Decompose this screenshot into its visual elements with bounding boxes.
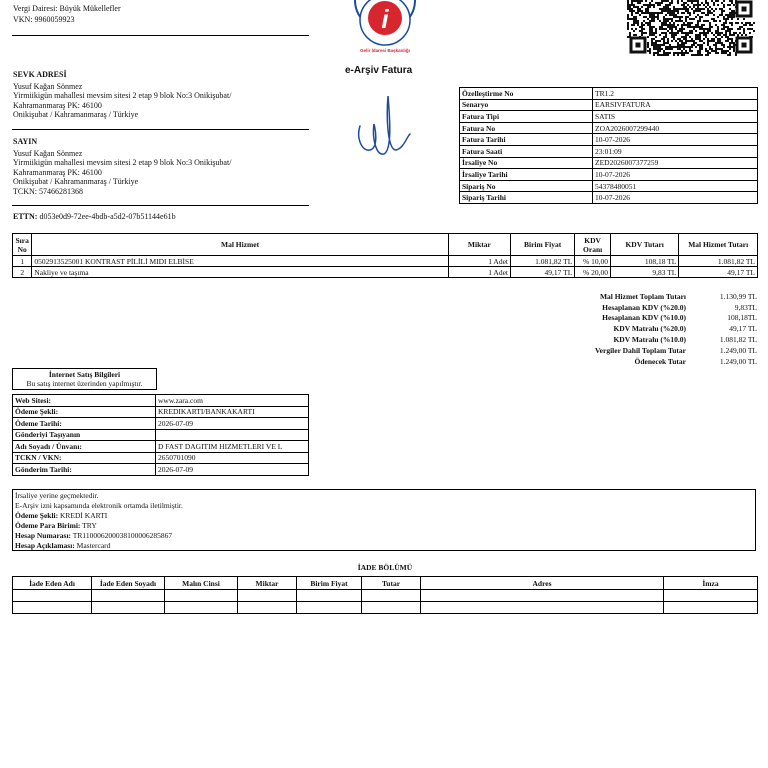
internet-sales-subtitle: Bu satış internet üzerinden yapılmıştır. (26, 379, 143, 388)
info-value: EARSIVFATURA (593, 99, 758, 111)
info-key: İrsaliye No (460, 157, 593, 169)
item-unit: 1.081,82 TL (511, 256, 575, 267)
table-row (13, 256, 758, 267)
total-label: Mal Hizmet Toplam Tutarı (599, 291, 686, 301)
info-key: Fatura Saati (460, 145, 593, 157)
internet-value: www.zara.com (156, 395, 309, 407)
items-table (12, 233, 758, 278)
items-header-row (13, 234, 758, 256)
internet-sales-table (12, 394, 309, 476)
ettn (13, 212, 176, 222)
internet-key: Web Sitesi: (13, 395, 156, 407)
return-table (12, 576, 758, 614)
internet-key: Adı Soyadı / Ünvanı: (13, 441, 156, 453)
ettn-value: d053e0d9-72ee-4bdb-a5d2-07b51144e61b (39, 212, 176, 221)
item-vat: 9,83 TL (611, 267, 679, 278)
divider (12, 205, 309, 206)
internet-value: 2026-07-09 (156, 464, 309, 476)
note-account-desc: Hesap Açıklaması: Mastercard (15, 541, 111, 550)
total-label: Vergiler Dahil Toplam Tutar (594, 345, 686, 355)
info-key: Özelleştirme No (460, 88, 593, 100)
col-header: İmza (664, 577, 758, 590)
total-label: KDV Matrahı (%20.0) (613, 324, 686, 334)
item-desc: 0502913525001 KONTRAST PİLİLİ MIDI ELBİSE (32, 256, 448, 267)
item-desc: Nakliye ve taşıma (32, 267, 448, 278)
info-value: 23:01:09 (593, 145, 758, 157)
signature-icon (352, 90, 422, 162)
buyer-address-line: Kahramanmaraş PK: 46100 (13, 167, 102, 177)
info-row (460, 134, 758, 146)
internet-value: D FAST DAGITIM HIZMETLERI VE L (156, 441, 309, 453)
col-header: Adres (421, 577, 664, 590)
internet-row (13, 406, 309, 418)
info-key: Fatura Tipi (460, 111, 593, 123)
seller-tax-office: Vergi Dairesi: Büyük Mükellefler (13, 4, 121, 13)
totals-row (540, 345, 758, 356)
totals-row (540, 334, 758, 345)
return-row (13, 602, 758, 614)
info-row (460, 111, 758, 123)
item-total: 49,17 TL (679, 267, 758, 278)
col-header: KDV Tutarı (611, 234, 679, 256)
internet-key: TCKN / VKN: (13, 452, 156, 464)
totals-row (540, 302, 758, 313)
note-line: E-Arşiv izni kapsamında elektronik ortamda iletilmiştir. (15, 501, 183, 510)
internet-row (13, 441, 309, 453)
ettn-label: ETTN: (13, 212, 38, 221)
internet-key: Gönderiyi Taşıyanın (13, 429, 156, 441)
col-header: Birim Fiyat (297, 577, 362, 590)
info-row (460, 145, 758, 157)
divider (12, 35, 309, 36)
info-key: Fatura No (460, 122, 593, 134)
buyer-tckn: TCKN: 57466281368 (13, 186, 83, 196)
buyer-name: Yusuf Kağan Sönmez (13, 148, 83, 158)
total-value: 108,18TL (727, 313, 757, 323)
internet-sales-title: İnternet Satış Bilgileri (48, 370, 121, 379)
info-key: İrsaliye Tarihi (460, 169, 593, 181)
total-value: 1.249,00 TL (719, 356, 757, 366)
total-label: Hesaplanan KDV (%20.0) (602, 302, 686, 312)
shipping-address-line: Onikişubat / Kahramanmaraş / Türkiye (13, 110, 139, 120)
total-value: 1.081,82 TL (719, 335, 757, 345)
buyer-heading: SAYIN (13, 137, 38, 146)
item-unit: 49,17 TL (511, 267, 575, 278)
info-row (460, 180, 758, 192)
internet-value: 2026-07-09 (156, 418, 309, 430)
info-row (460, 192, 758, 204)
note-account: Hesap Numarası: TR110006200038100006285867 (15, 531, 173, 540)
totals-row (540, 291, 758, 302)
info-value: TR1.2 (593, 88, 758, 100)
shipping-address-line: Yirmiikigün mahallesi mevsim sitesi 2 etap 9 blok No:3 Onikişubat/ (13, 91, 232, 101)
total-value: 1.249,00 TL (719, 345, 757, 355)
qr-code-icon (627, 0, 755, 56)
col-header: Sıra No (13, 234, 32, 256)
internet-value: 2650701090 (156, 452, 309, 464)
item-vat: 108,18 TL (611, 256, 679, 267)
notes-box (12, 489, 756, 551)
total-value: 9,83TL (734, 302, 757, 312)
note-currency: Ödeme Para Birimi: TRY (15, 521, 97, 530)
info-row (460, 169, 758, 181)
shipping-name: Yusuf Kağan Sönmez (13, 81, 83, 91)
item-no: 1 (13, 256, 32, 267)
internet-value: KREDIKARTI/BANKAKARTI (156, 406, 309, 418)
info-value: SATIS (593, 111, 758, 123)
col-header: Malın Cinsi (165, 577, 238, 590)
info-value: ZED2026007377259 (593, 157, 758, 169)
item-total: 1.081,82 TL (679, 256, 758, 267)
total-label: Ödenecek Tutar (634, 356, 686, 366)
internet-key: Ödeme Şekli: (13, 406, 156, 418)
info-value: 10-07-2026 (593, 134, 758, 146)
svg-text:Gelir İdaresi Başkanlığı: Gelir İdaresi Başkanlığı (360, 48, 410, 53)
internet-row (13, 418, 309, 430)
shipping-address-line: Kahramanmaraş PK: 46100 (13, 100, 102, 110)
internet-row (13, 395, 309, 407)
gib-logo-icon (350, 0, 420, 58)
invoice-info-table (459, 87, 758, 204)
return-row (13, 590, 758, 602)
internet-sales-header (12, 368, 157, 390)
col-header: Miktar (448, 234, 510, 256)
internet-row (13, 452, 309, 464)
seller-vkn: VKN: 9960059923 (13, 15, 75, 24)
info-row (460, 122, 758, 134)
info-key: Fatura Tarihi (460, 134, 593, 146)
col-header: Mal Hizmet Tutarı (679, 234, 758, 256)
info-key: Sipariş Tarihi (460, 192, 593, 204)
document-title: e-Arşiv Fatura (345, 65, 413, 76)
return-header-row (13, 577, 758, 590)
totals-row (540, 356, 758, 367)
col-header: Mal Hizmet (32, 234, 448, 256)
buyer-address-line: Yirmiikigün mahallesi mevsim sitesi 2 etap 9 blok No:3 Onikişubat/ (13, 158, 232, 168)
note-line: İrsaliye yerine geçmektedir. (15, 491, 99, 500)
col-header: KDV Oranı (575, 234, 611, 256)
info-value: 10-07-2026 (593, 169, 758, 181)
info-value: ZOA2026007299440 (593, 122, 758, 134)
info-row (460, 88, 758, 100)
total-label: KDV Matrahı (%10.0) (613, 335, 686, 345)
shipping-heading: SEVK ADRESİ (13, 70, 67, 79)
item-qty: 1 Adet (448, 267, 510, 278)
totals-table (540, 291, 758, 367)
internet-value (156, 429, 309, 441)
total-value: 1.130,99 TL (719, 291, 757, 301)
item-qty: 1 Adet (448, 256, 510, 267)
buyer-address (13, 137, 231, 197)
internet-row (13, 464, 309, 476)
internet-key: Gönderim Tarihi: (13, 464, 156, 476)
svg-text:i: i (381, 4, 389, 34)
totals-row (540, 323, 758, 334)
total-value: 49,17 TL (729, 324, 757, 334)
totals-row (540, 313, 758, 324)
note-payment: Ödeme Şekli: KREDİ KARTI (15, 511, 108, 520)
divider (12, 129, 309, 130)
shipping-address (13, 70, 231, 120)
internet-row (13, 429, 309, 441)
info-row (460, 99, 758, 111)
col-header: Birim Fiyat (511, 234, 575, 256)
info-value: 54378480051 (593, 180, 758, 192)
item-rate: % 10,00 (575, 256, 611, 267)
return-section-title: İADE BÖLÜMÜ (357, 563, 413, 572)
col-header: Tutar (362, 577, 421, 590)
item-rate: % 20,00 (575, 267, 611, 278)
table-row (13, 267, 758, 278)
total-label: Hesaplanan KDV (%10.0) (602, 313, 686, 323)
col-header: İade Eden Adı (13, 577, 92, 590)
buyer-address-line: Onikişubat / Kahramanmaraş / Türkiye (13, 177, 139, 187)
internet-key: Ödeme Tarihi: (13, 418, 156, 430)
info-key: Sipariş No (460, 180, 593, 192)
item-no: 2 (13, 267, 32, 278)
col-header: İade Eden Soyadı (92, 577, 165, 590)
col-header: Miktar (238, 577, 297, 590)
info-value: 10-07-2026 (593, 192, 758, 204)
info-row (460, 157, 758, 169)
info-key: Senaryo (460, 99, 593, 111)
